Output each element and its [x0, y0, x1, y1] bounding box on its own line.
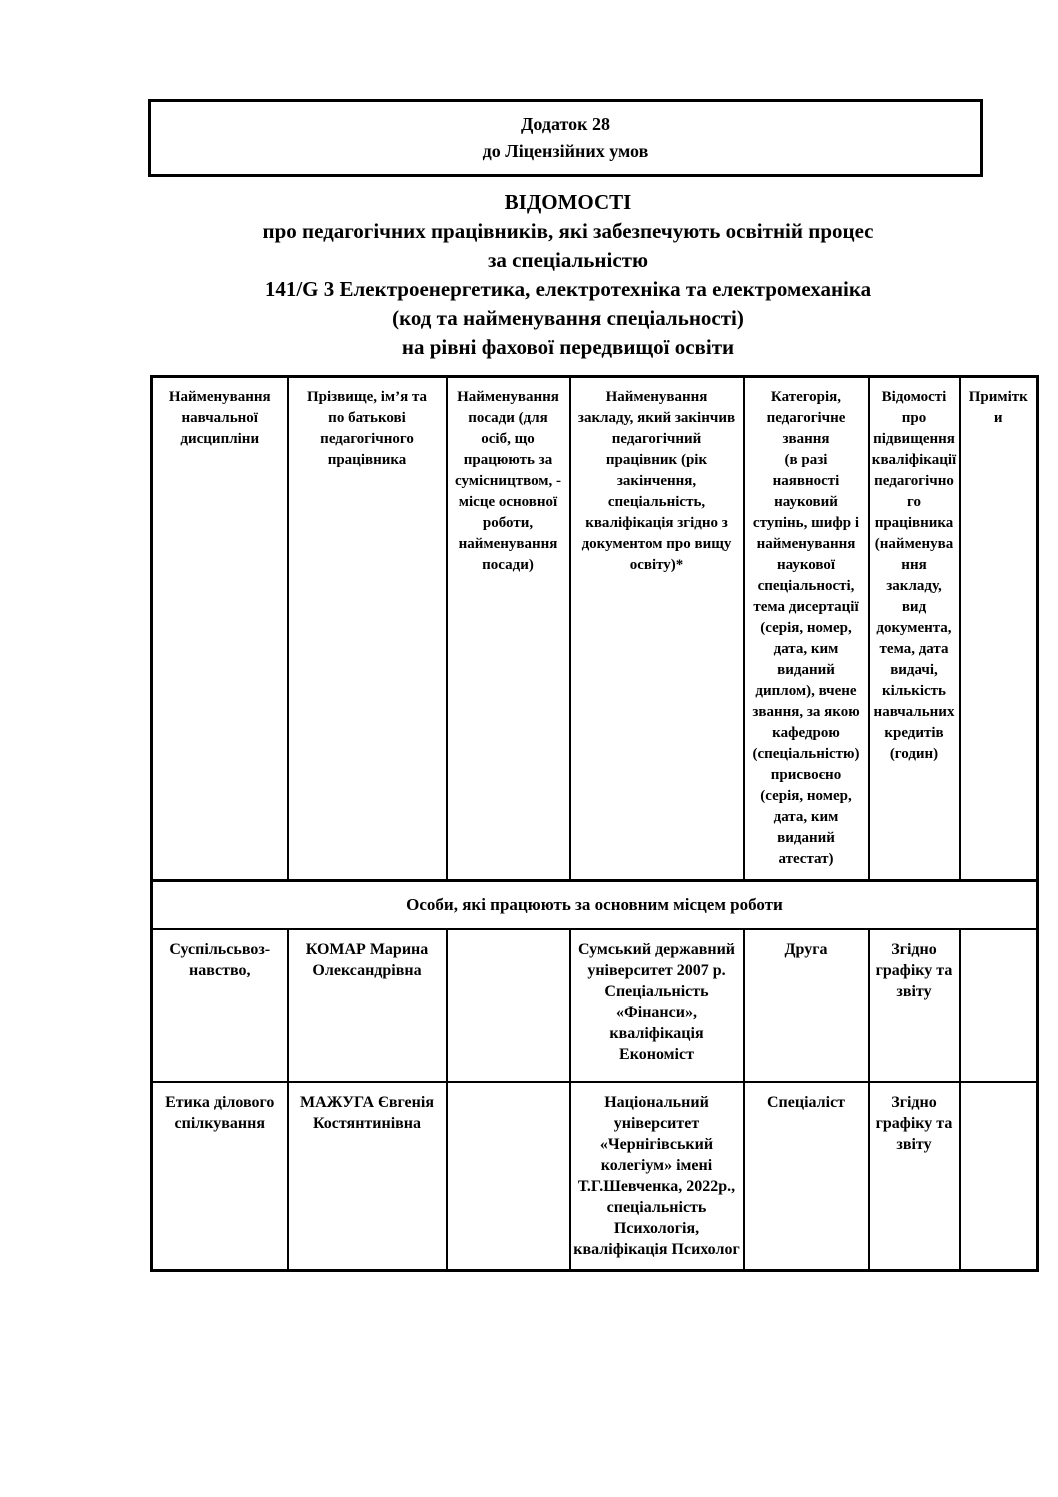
cell-name: КОМАР Марина Олександрівна	[288, 929, 447, 1082]
cell-category: Спеціаліст	[744, 1082, 869, 1271]
table-row	[152, 929, 1038, 1082]
document-title-block	[148, 188, 988, 362]
table-section-row	[152, 881, 1038, 929]
cell-qualification: Згідно графіку та звіту	[869, 929, 960, 1082]
section-title: Особи, які працюють за основним місцем роботи	[152, 881, 1038, 929]
doc-specialty-code: 141/G 3 Електроенергетика, електротехніка та електромеханіка	[264, 277, 872, 301]
cell-position	[447, 929, 570, 1082]
cell-position	[447, 1082, 570, 1271]
col-header-discipline: Найменування навчальної дисципліни	[152, 377, 288, 881]
cell-discipline: Етика ділового спілкування	[152, 1082, 288, 1271]
annex-box	[148, 99, 983, 177]
annex-line-1: Додаток 28	[521, 114, 610, 134]
cell-category: Друга	[744, 929, 869, 1082]
cell-discipline: Суспільсьвоз- навство,	[152, 929, 288, 1082]
doc-title: ВІДОМОСТІ	[504, 190, 632, 214]
doc-specialty-note: (код та найменування спеціальності)	[392, 306, 744, 330]
col-header-education: Найменування закладу, який закінчив педагогічний працівник (рік закінчення, спеціальність, кваліфікація згідно з документом про вищу освіту)*	[570, 377, 744, 881]
cell-qualification: Згідно графіку та звіту	[869, 1082, 960, 1271]
cell-notes	[960, 1082, 1038, 1271]
cell-education: Сумський державний університет 2007 р. Спеціальність «Фінанси», кваліфікація Економіст	[570, 929, 744, 1082]
table-row	[152, 1082, 1038, 1271]
cell-notes	[960, 929, 1038, 1082]
cell-name: МАЖУГА Євгенія Костянтинівна	[288, 1082, 447, 1271]
col-header-notes: Примітк и	[960, 377, 1038, 881]
teachers-table	[150, 375, 1039, 1272]
doc-specialty-label: за спеціальністю	[487, 248, 649, 272]
annex-line-2: до Ліцензійних умов	[482, 141, 649, 161]
table-header-row	[152, 377, 1038, 881]
col-header-name: Прізвище, ім’я та по батькові педагогічного працівника	[288, 377, 447, 881]
doc-subtitle: про педагогічних працівників, які забезпечують освітній процес	[262, 219, 874, 243]
col-header-qualification: Відомості про підвищення кваліфікації педагогічно го працівника (найменува ння закладу, вид документа, тема, дата видачі, кількість навчальних кредитів (годин)	[869, 377, 960, 881]
col-header-position: Найменування посади (для осіб, що працюють за сумісництвом, - місце основної роботи, найменування посади)	[447, 377, 570, 881]
doc-education-level: на рівні фахової передвищої освіти	[401, 335, 735, 359]
cell-education: Національний університет «Чернігівський колегіум» імені Т.Г.Шевченка, 2022р., спеціальність Психологія, кваліфікація Психолог	[570, 1082, 744, 1271]
col-header-category: Категорія, педагогічне звання (в разі наявності науковий ступінь, шифр і найменування наукової спеціальності, тема дисертації (серія, номер, дата, ким виданий диплом), вчене звання, за якою кафедрою (спеціальністю) присвоєно (серія, номер, дата, ким виданий атестат)	[744, 377, 869, 881]
